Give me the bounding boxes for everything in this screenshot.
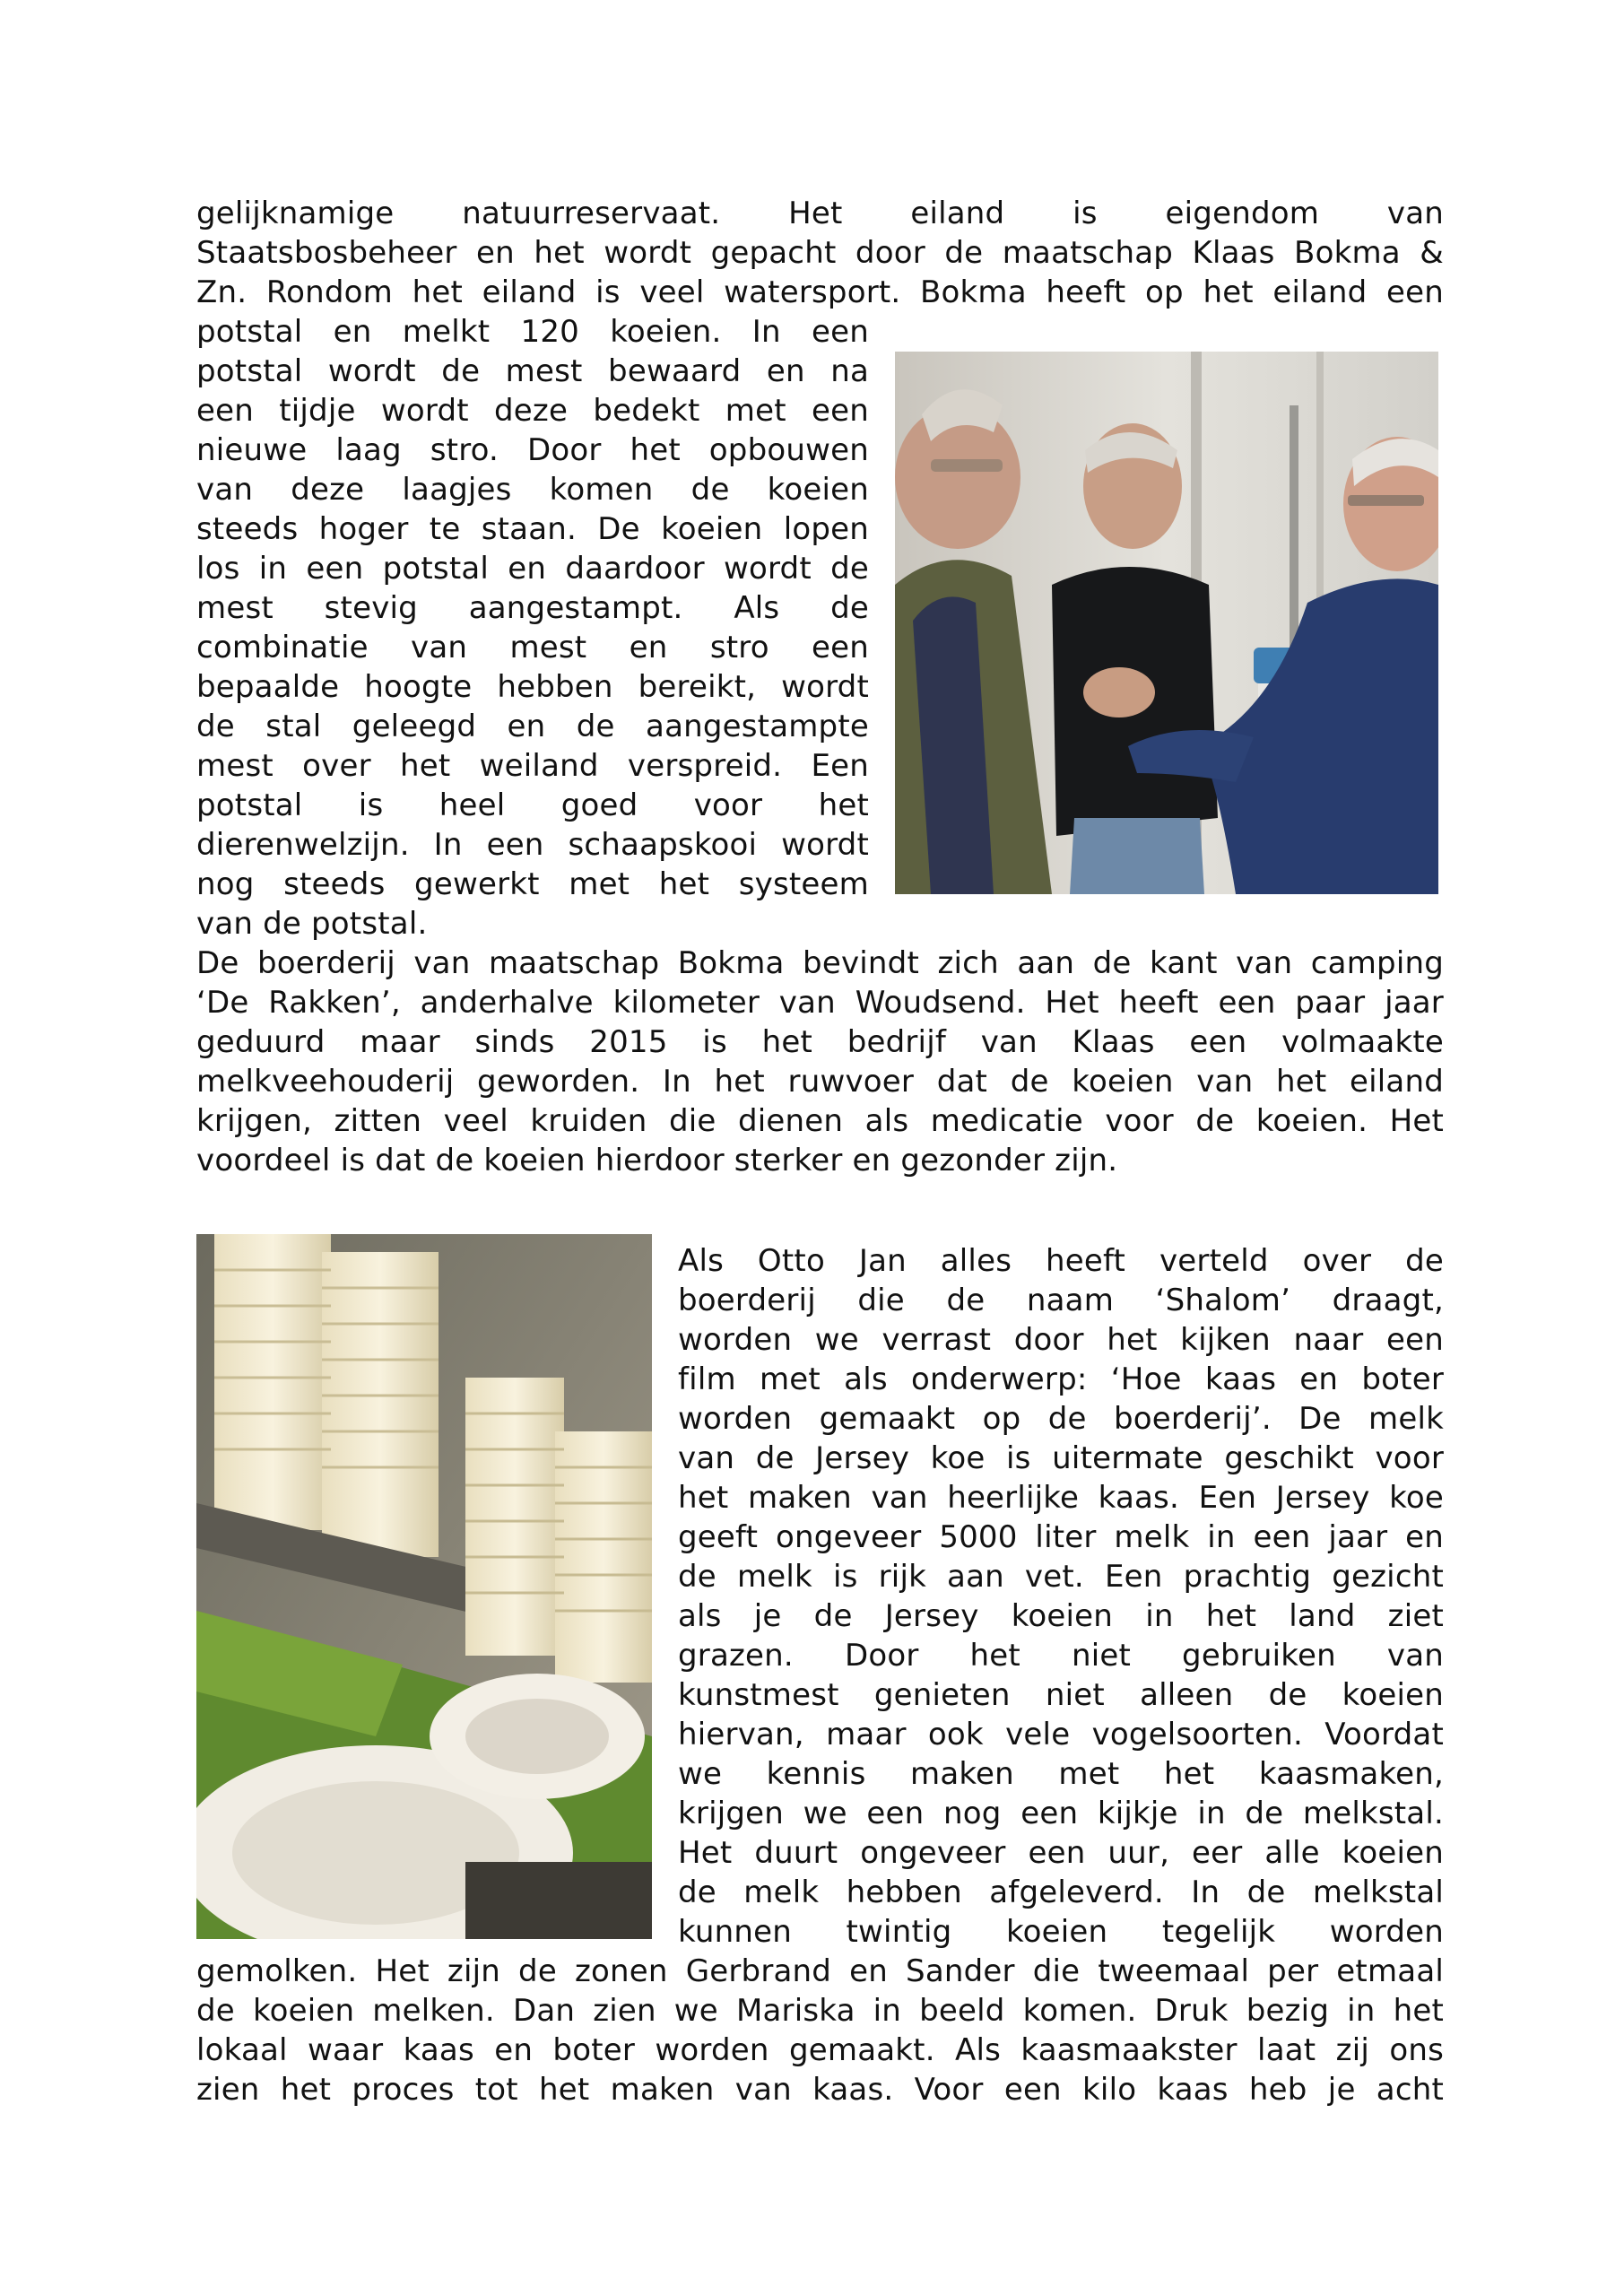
text-line: Het duurt ongeveer een uur, eer alle koeien <box>678 1835 1444 1871</box>
text-line: worden gemaakt op de boerderij’. De melk <box>678 1401 1444 1437</box>
text-line: zien het proces tot het maken van kaas. Voor een kilo kaas heb je acht <box>196 2072 1444 2108</box>
text-line: mest over het weiland verspreid. Een <box>196 748 869 784</box>
text-line: dierenwelzijn. In een schaapskooi wordt <box>196 827 869 863</box>
text-line: worden we verrast door het kijken naar een <box>678 1322 1444 1358</box>
text-line: film met als onderwerp: ‘Hoe kaas en boter <box>678 1361 1444 1397</box>
text-line: van de potstal. <box>196 906 428 942</box>
text-line: lokaal waar kaas en boter worden gemaakt. Als kaasmaakster laat zij ons <box>196 2032 1444 2068</box>
text-line: los in een potstal en daardoor wordt de <box>196 551 869 587</box>
text-line: geduurd maar sinds 2015 is het bedrijf van Klaas een volmaakte <box>196 1024 1444 1060</box>
text-line: nieuwe laag stro. Door het opbouwen <box>196 432 869 468</box>
text-line: een tijdje wordt deze bedekt met een <box>196 393 869 429</box>
photo-cheese-moulds-illustration <box>196 1234 652 1939</box>
text-line: als je de Jersey koeien in het land ziet <box>678 1598 1444 1634</box>
text-line: steeds hoger te staan. De koeien lopen <box>196 511 869 547</box>
text-line: kunnen twintig koeien tegelijk worden <box>678 1914 1444 1950</box>
text-line: de koeien melken. Dan zien we Mariska in beeld komen. Druk bezig in het <box>196 1993 1444 2029</box>
text-line: potstal is heel goed voor het <box>196 787 869 823</box>
photo-three-men <box>895 352 1438 894</box>
text-line: kunstmest genieten niet alleen de koeien <box>678 1677 1444 1713</box>
text-line: gelijknamige natuurreservaat. Het eiland is eigendom van <box>196 196 1444 231</box>
text-line: de melk hebben afgeleverd. In de melkstal <box>678 1874 1444 1910</box>
text-line: hiervan, maar ook vele vogelsoorten. Voordat <box>678 1717 1444 1752</box>
photo-three-men-illustration <box>895 352 1438 894</box>
text-line: bepaalde hoogte hebben bereikt, wordt <box>196 669 869 705</box>
text-line: mest stevig aangestampt. Als de <box>196 590 869 626</box>
text-line: De boerderij van maatschap Bokma bevindt zich aan de kant van camping <box>196 945 1444 981</box>
text-line: ‘De Rakken’, anderhalve kilometer van Woudsend. Het heeft een paar jaar <box>196 985 1444 1021</box>
text-line: combinatie van mest en stro een <box>196 630 869 665</box>
text-line: van deze laagjes komen de koeien <box>196 472 869 508</box>
text-line: gemolken. Het zijn de zonen Gerbrand en Sander die tweemaal per etmaal <box>196 1953 1444 1989</box>
text-line: van de Jersey koe is uitermate geschikt voor <box>678 1440 1444 1476</box>
text-line: Staatsbosbeheer en het wordt gepacht door de maatschap Klaas Bokma & <box>196 235 1444 271</box>
text-line: we kennis maken met het kaasmaken, <box>678 1756 1444 1792</box>
text-line: Zn. Rondom het eiland is veel watersport. Bokma heeft op het eiland een <box>196 274 1444 310</box>
text-line: krijgen, zitten veel kruiden die dienen als medicatie voor de koeien. Het <box>196 1103 1444 1139</box>
text-line: de stal geleegd en de aangestampte <box>196 709 869 744</box>
text-line: potstal wordt de mest bewaard en na <box>196 353 869 389</box>
text-line: krijgen we een nog een kijkje in de melkstal. <box>678 1796 1444 1831</box>
text-line: Als Otto Jan alles heeft verteld over de <box>678 1243 1444 1279</box>
text-line: grazen. Door het niet gebruiken van <box>678 1638 1444 1674</box>
text-line: boerderij die de naam ‘Shalom’ draagt, <box>678 1283 1444 1318</box>
text-line: potstal en melkt 120 koeien. In een <box>196 314 869 350</box>
text-line: geeft ongeveer 5000 liter melk in een jaar en <box>678 1519 1444 1555</box>
text-line: de melk is rijk aan vet. Een prachtig gezicht <box>678 1559 1444 1595</box>
text-line: nog steeds gewerkt met het systeem <box>196 866 869 902</box>
text-line: voordeel is dat de koeien hierdoor sterker en gezonder zijn. <box>196 1143 1118 1178</box>
photo-cheese-moulds <box>196 1234 652 1939</box>
text-line: het maken van heerlijke kaas. Een Jersey koe <box>678 1480 1444 1516</box>
text-line: melkveehouderij geworden. In het ruwvoer dat de koeien van het eiland <box>196 1064 1444 1100</box>
